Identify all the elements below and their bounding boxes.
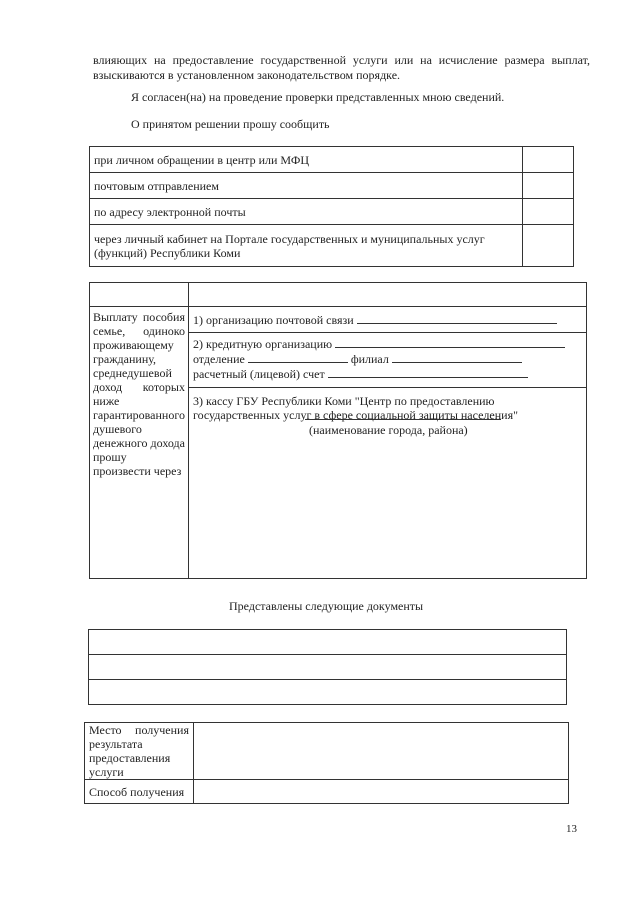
city-district-caption: (наименование города, района) bbox=[308, 422, 468, 437]
bank-account-field[interactable] bbox=[328, 366, 528, 378]
payment-header-left-cell bbox=[90, 283, 189, 307]
bank-branch-field[interactable] bbox=[248, 351, 348, 363]
payment-method-table bbox=[89, 282, 587, 579]
notify-option-label: почтовым отправлением bbox=[90, 173, 523, 199]
result-place-field[interactable] bbox=[194, 723, 569, 780]
notify-option-checkbox[interactable] bbox=[523, 199, 574, 225]
payment-left-label: Выплату пособия семье, одиноко проживающему гражданину, среднедушевой доход которых ниже гарантированного душевого денежного дохода прошу произвести через bbox=[90, 307, 189, 579]
payment-option-post-label: 1) организацию почтовой связи bbox=[192, 312, 354, 327]
documents-table bbox=[88, 629, 567, 705]
bank-filial-label: филиал bbox=[350, 351, 389, 366]
notify-option-row bbox=[90, 225, 574, 267]
bank-filial-field[interactable] bbox=[392, 351, 522, 363]
post-office-field[interactable] bbox=[357, 312, 557, 324]
notify-option-label: при личном обращении в центр или МФЦ bbox=[90, 147, 523, 173]
result-method-label: Способ получения bbox=[85, 780, 194, 804]
payment-option-cashier[interactable] bbox=[188, 387, 586, 578]
result-table bbox=[84, 722, 569, 804]
city-district-field[interactable] bbox=[305, 408, 501, 420]
notify-option-row bbox=[90, 199, 574, 225]
payment-option-bank-label: 2) кредитную организацию bbox=[192, 336, 333, 351]
result-method-field[interactable] bbox=[194, 780, 569, 804]
bank-branch-label: отделение bbox=[192, 351, 245, 366]
payment-option-post[interactable] bbox=[188, 307, 586, 333]
notify-option-row bbox=[90, 147, 574, 173]
intro-paragraph-1: влияющих на предоставление государственной услуги или на исчисление размера выплат, взыскиваются в установленном законодательством порядке. bbox=[93, 53, 590, 82]
document-row[interactable] bbox=[89, 630, 567, 655]
notify-option-label: по адресу электронной почты bbox=[90, 199, 523, 225]
documents-heading: Представлены следующие документы bbox=[229, 599, 424, 613]
notify-options-table bbox=[89, 146, 574, 267]
notify-option-checkbox[interactable] bbox=[523, 173, 574, 199]
bank-account-label: расчетный (лицевой) счет bbox=[192, 366, 325, 381]
notify-option-checkbox[interactable] bbox=[523, 147, 574, 173]
payment-header-right-cell bbox=[188, 283, 586, 307]
bank-name-field[interactable] bbox=[335, 336, 565, 348]
result-place-label: Место получения результата предоставления услуги bbox=[85, 723, 194, 780]
notify-heading: О принятом решении прошу сообщить bbox=[131, 117, 330, 131]
page-number: 13 bbox=[566, 823, 577, 835]
payment-option-bank[interactable] bbox=[188, 332, 586, 387]
consent-statement: Я согласен(на) на проведение проверки представленных мною сведений. bbox=[131, 90, 505, 104]
document-row[interactable] bbox=[89, 680, 567, 705]
notify-option-row bbox=[90, 173, 574, 199]
notify-option-checkbox[interactable] bbox=[523, 225, 574, 267]
notify-option-label: через личный кабинет на Портале государственных и муниципальных услуг (функций) Республики Коми bbox=[90, 225, 523, 267]
payment-option-cashier-label: 3) кассу ГБУ Республики Коми "Центр по предоставлению государственных услуг в сфере социальной защиты населения" bbox=[192, 393, 518, 422]
document-row[interactable] bbox=[89, 655, 567, 680]
